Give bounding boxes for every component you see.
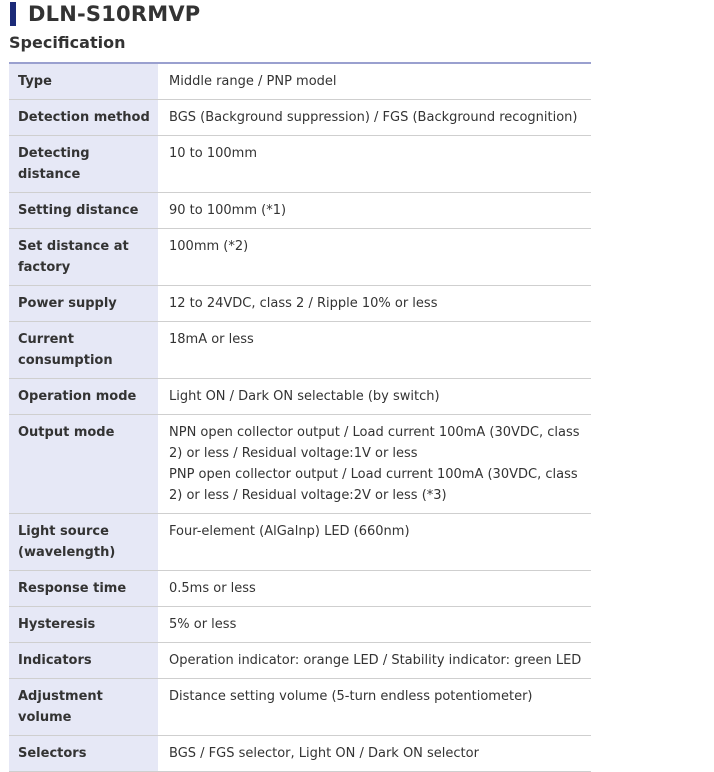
spec-value (158, 643, 591, 679)
spec-value-line: PNP open collector output / Load current 100mA (30VDC, class 2) or less / Residual voltage:2V or less (*3) (169, 467, 578, 503)
spec-row (9, 736, 591, 772)
spec-label: Detecting distance (9, 136, 158, 193)
spec-value-line: Middle range / PNP model (169, 74, 337, 89)
spec-value (158, 322, 591, 379)
spec-value (158, 514, 591, 571)
spec-value (158, 679, 591, 736)
product-header (10, 0, 200, 28)
spec-label: Current consumption (9, 322, 158, 379)
spec-value-line: Light ON / Dark ON selectable (by switch) (169, 389, 440, 404)
spec-row (9, 607, 591, 643)
spec-label: Light source (wavelength) (9, 514, 158, 571)
spec-value-line: Four-element (AlGalnp) LED (660nm) (169, 524, 410, 539)
spec-row (9, 571, 591, 607)
spec-row (9, 100, 591, 136)
spec-label: Indicators (9, 643, 158, 679)
spec-value-line: 10 to 100mm (169, 146, 257, 161)
spec-value-line: Operation indicator: orange LED / Stability indicator: green LED (169, 653, 582, 668)
spec-value (158, 415, 591, 514)
spec-value-line: 0.5ms or less (169, 581, 256, 596)
spec-value-line: BGS (Background suppression) / FGS (Background recognition) (169, 110, 578, 125)
spec-value (158, 379, 591, 415)
spec-label: Adjustment volume (9, 679, 158, 736)
spec-row (9, 514, 591, 571)
spec-label: Hysteresis (9, 607, 158, 643)
product-title: DLN-S10RMVP (28, 2, 201, 26)
spec-table (9, 62, 591, 772)
spec-row (9, 679, 591, 736)
spec-row (9, 136, 591, 193)
spec-value (158, 193, 591, 229)
spec-value-line: 12 to 24VDC, class 2 / Ripple 10% or less (169, 296, 438, 311)
spec-value-line: NPN open collector output / Load current 100mA (30VDC, class 2) or less / Residual voltage:1V or less (169, 425, 580, 461)
spec-row (9, 415, 591, 514)
spec-label: Type (9, 63, 158, 100)
spec-label: Power supply (9, 286, 158, 322)
spec-row (9, 229, 591, 286)
spec-label: Setting distance (9, 193, 158, 229)
spec-row (9, 643, 591, 679)
spec-value (158, 63, 591, 100)
spec-label: Selectors (9, 736, 158, 772)
spec-row (9, 193, 591, 229)
spec-value-line: 5% or less (169, 617, 237, 632)
spec-value (158, 100, 591, 136)
spec-row (9, 286, 591, 322)
spec-value-line: BGS / FGS selector, Light ON / Dark ON selector (169, 746, 479, 761)
spec-label: Output mode (9, 415, 158, 514)
spec-label: Set distance at factory (9, 229, 158, 286)
spec-value (158, 607, 591, 643)
spec-row (9, 63, 591, 100)
section-title: Specification (9, 33, 126, 52)
spec-value (158, 229, 591, 286)
spec-label: Detection method (9, 100, 158, 136)
spec-value (158, 136, 591, 193)
spec-row (9, 379, 591, 415)
spec-value-line: 100mm (*2) (169, 239, 249, 254)
spec-label: Response time (9, 571, 158, 607)
spec-label: Operation mode (9, 379, 158, 415)
spec-value (158, 736, 591, 772)
spec-value-line: 90 to 100mm (*1) (169, 203, 287, 218)
spec-value (158, 571, 591, 607)
title-accent-bar (10, 2, 16, 26)
spec-table-body (9, 63, 591, 772)
spec-row (9, 322, 591, 379)
spec-value-line: 18mA or less (169, 332, 254, 347)
spec-value-line: Distance setting volume (5-turn endless potentiometer) (169, 689, 533, 704)
spec-value (158, 286, 591, 322)
